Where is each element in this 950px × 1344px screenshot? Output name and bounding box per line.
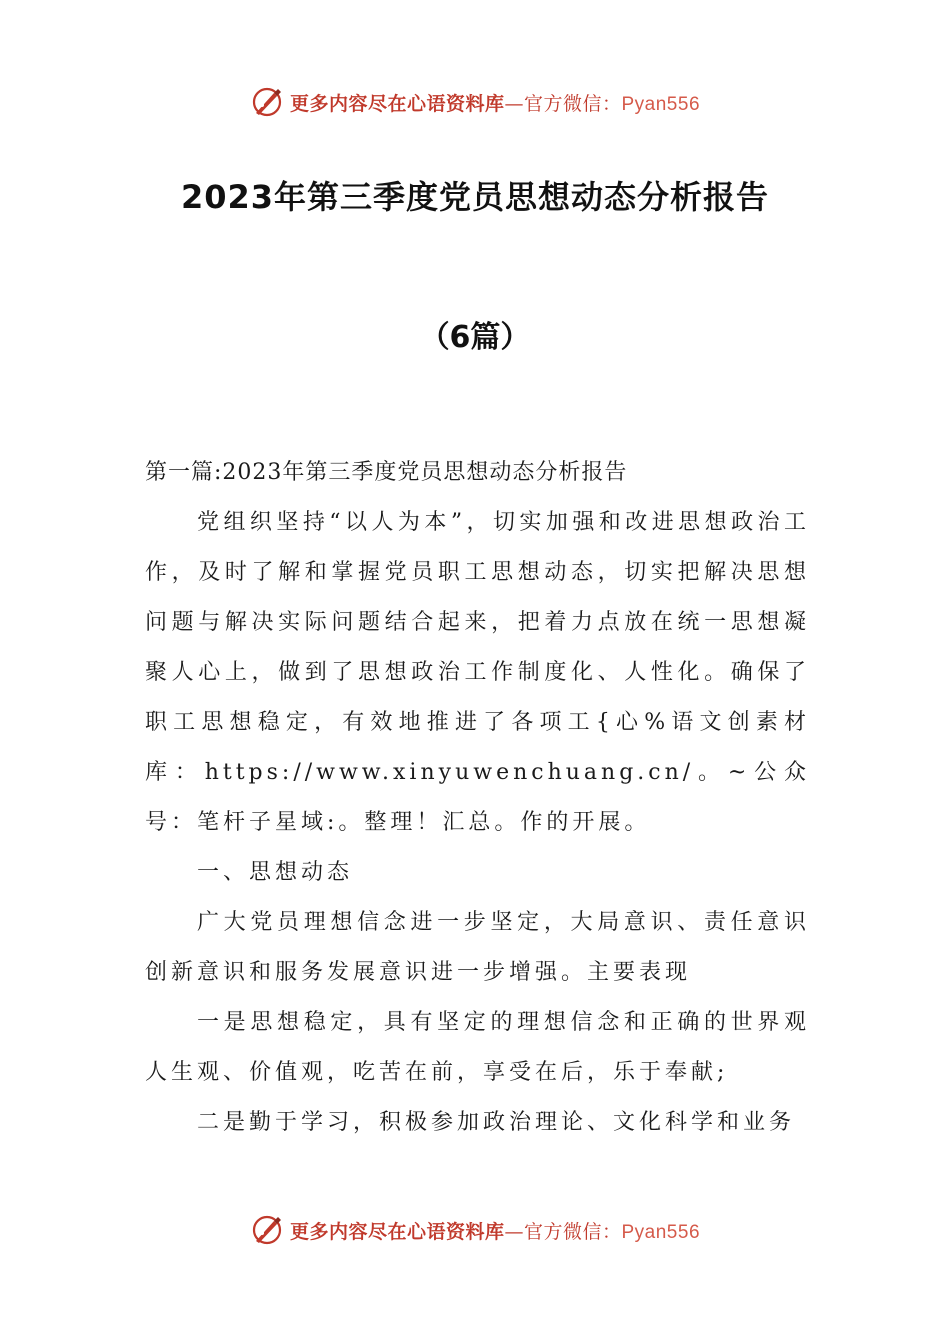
section-heading: 第一篇:2023年第三季度党员思想动态分析报告: [145, 460, 628, 485]
watermark-official-label: 官方微信：: [523, 1220, 622, 1243]
pen-circle-logo-icon: [250, 85, 284, 119]
document-body: [145, 448, 810, 1148]
watermark-account: Pyan556: [621, 1221, 701, 1243]
watermark-site-name: 更多内容尽在心语资料库: [289, 1220, 505, 1243]
watermark-dash: —: [504, 92, 524, 115]
section-heading-thought: 一、思想动态: [197, 860, 354, 885]
watermark-dash: —: [504, 1220, 524, 1243]
watermark-official-label: 官方微信：: [523, 92, 622, 115]
watermark-account: Pyan556: [621, 93, 701, 115]
watermark-text: [290, 89, 700, 116]
watermark-header: [0, 82, 950, 122]
document-title: 2023年第三季度党员思想动态分析报告: [180, 178, 770, 216]
document-subtitle: （6篇）: [419, 320, 531, 355]
watermark-site-name: 更多内容尽在心语资料库: [289, 92, 505, 115]
pen-circle-logo-icon: [250, 1213, 284, 1247]
paragraph-overview: 广大党员理想信念进一步坚定，大局意识、责任意识创新意识和服务发展意识进一步增强。主要表现: [145, 910, 810, 985]
watermark-footer: [0, 1210, 950, 1250]
paragraph-point-two: 二是勤于学习，积极参加政治理论、文化科学和业务: [197, 1110, 796, 1135]
watermark-text: [290, 1217, 700, 1244]
paragraph-intro: 党组织坚持“以人为本”，切实加强和改进思想政治工作，及时了解和掌握党员职工思想动态，切实把解决思想问题与解决实际问题结合起来，把着力点放在统一思想凝聚人心上，做到了思想政治工作制度化、人性化。确保了职工思想稳定，有效地推进了各项工{心%语文创素材库：https://www.xinyuwenchuang.cn/。~公众号：笔杆子星域:。整理！汇总。作的开展。: [145, 510, 810, 835]
paragraph-point-one: 一是思想稳定，具有坚定的理想信念和正确的世界观人生观、价值观，吃苦在前，享受在后，乐于奉献;: [145, 1010, 810, 1085]
